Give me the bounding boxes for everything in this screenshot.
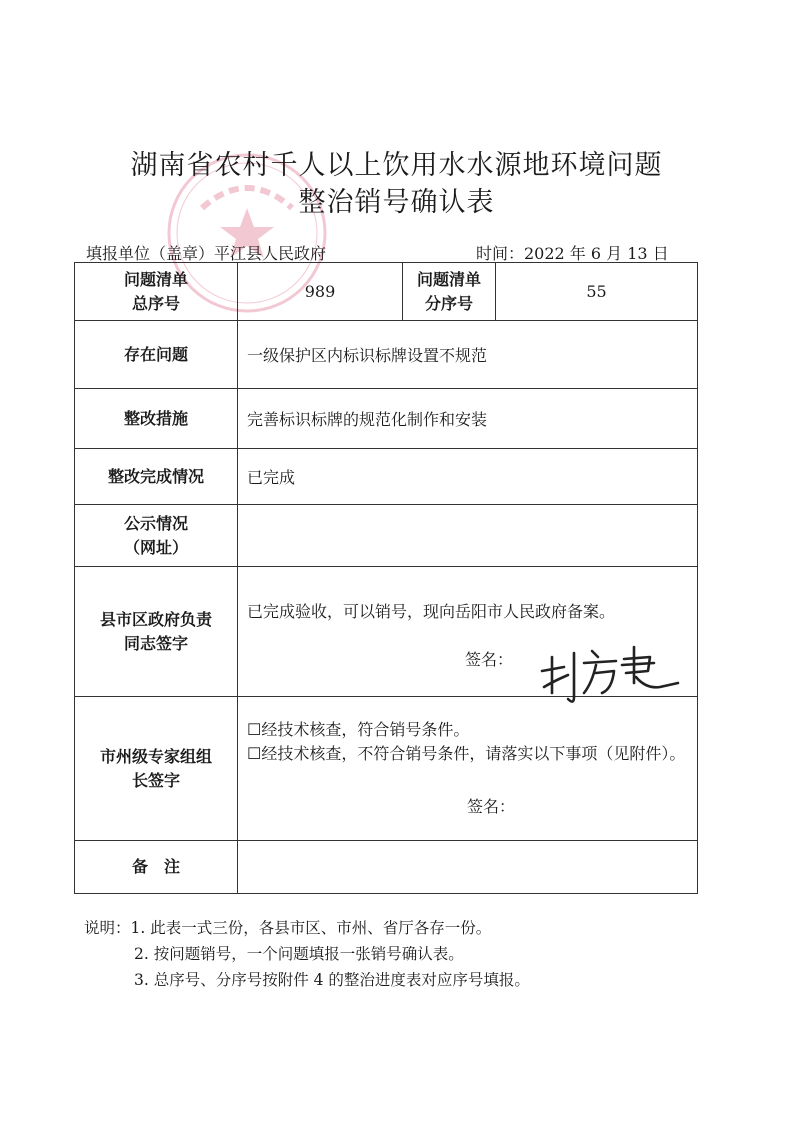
note-line-1: 说明：1. 此表一式三份，各县市区、市州、省厅各存一份。 bbox=[84, 919, 492, 937]
handwritten-signature bbox=[538, 627, 686, 707]
expert-option-noncompliant: ☐经技术核查，不符合销号条件，请落实以下事项（见附件）。 bbox=[247, 744, 686, 763]
expert-option-compliant: ☐经技术核查，符合销号条件。 bbox=[247, 720, 470, 739]
document-title-line2: 整治销号确认表 bbox=[298, 187, 495, 218]
report-date: 时间：2022 年 6 月 13 日 bbox=[476, 244, 669, 263]
remarks-label: 备 注 bbox=[75, 841, 238, 894]
total-serial-label: 问题清单 总序号 bbox=[75, 263, 238, 321]
serial-number-row bbox=[75, 263, 698, 321]
measures-value: 完善标识标牌的规范化制作和安装 bbox=[238, 389, 698, 449]
county-signature-label: 县市区政府负责 同志签字 bbox=[75, 567, 238, 697]
notes-section bbox=[84, 915, 530, 993]
problem-row bbox=[75, 321, 698, 389]
problem-label: 存在问题 bbox=[75, 321, 238, 389]
expert-signature-cell bbox=[238, 697, 698, 841]
completion-value: 已完成 bbox=[238, 449, 698, 505]
measures-label: 整改措施 bbox=[75, 389, 238, 449]
publicity-row bbox=[75, 505, 698, 567]
problem-value: 一级保护区内标识标牌设置不规范 bbox=[238, 321, 698, 389]
expert-options bbox=[247, 718, 697, 766]
publicity-value bbox=[238, 505, 698, 567]
reporting-unit: 填报单位（盖章）平江县人民政府 bbox=[86, 244, 327, 263]
note-line-3: 3. 总序号、分序号按附件 4 的整治进度表对应序号填报。 bbox=[134, 971, 530, 989]
total-serial-value: 989 bbox=[238, 263, 403, 321]
publicity-label: 公示情况 （网址） bbox=[75, 505, 238, 567]
confirmation-form-table bbox=[74, 262, 698, 894]
county-sign-prefix: 签名： bbox=[465, 650, 514, 669]
expert-signature-row bbox=[75, 697, 698, 841]
remarks-row bbox=[75, 841, 698, 894]
county-signature-cell bbox=[238, 567, 698, 697]
completion-label: 整改完成情况 bbox=[75, 449, 238, 505]
remarks-value bbox=[238, 841, 698, 894]
sub-serial-value: 55 bbox=[496, 263, 698, 321]
expert-sign-prefix: 签名： bbox=[467, 797, 516, 816]
note-line-2: 2. 按问题销号，一个问题填报一张销号确认表。 bbox=[134, 945, 464, 963]
county-acceptance-text: 已完成验收，可以销号，现向岳阳市人民政府备案。 bbox=[247, 602, 616, 621]
county-signature-row bbox=[75, 567, 698, 697]
expert-signature-label: 市州级专家组组 长签字 bbox=[75, 697, 238, 841]
completion-row bbox=[75, 449, 698, 505]
measures-row bbox=[75, 389, 698, 449]
document-title-line1: 湖南省农村千人以上饮用水水源地环境问题 bbox=[130, 150, 663, 181]
sub-serial-label: 问题清单 分序号 bbox=[403, 263, 496, 321]
